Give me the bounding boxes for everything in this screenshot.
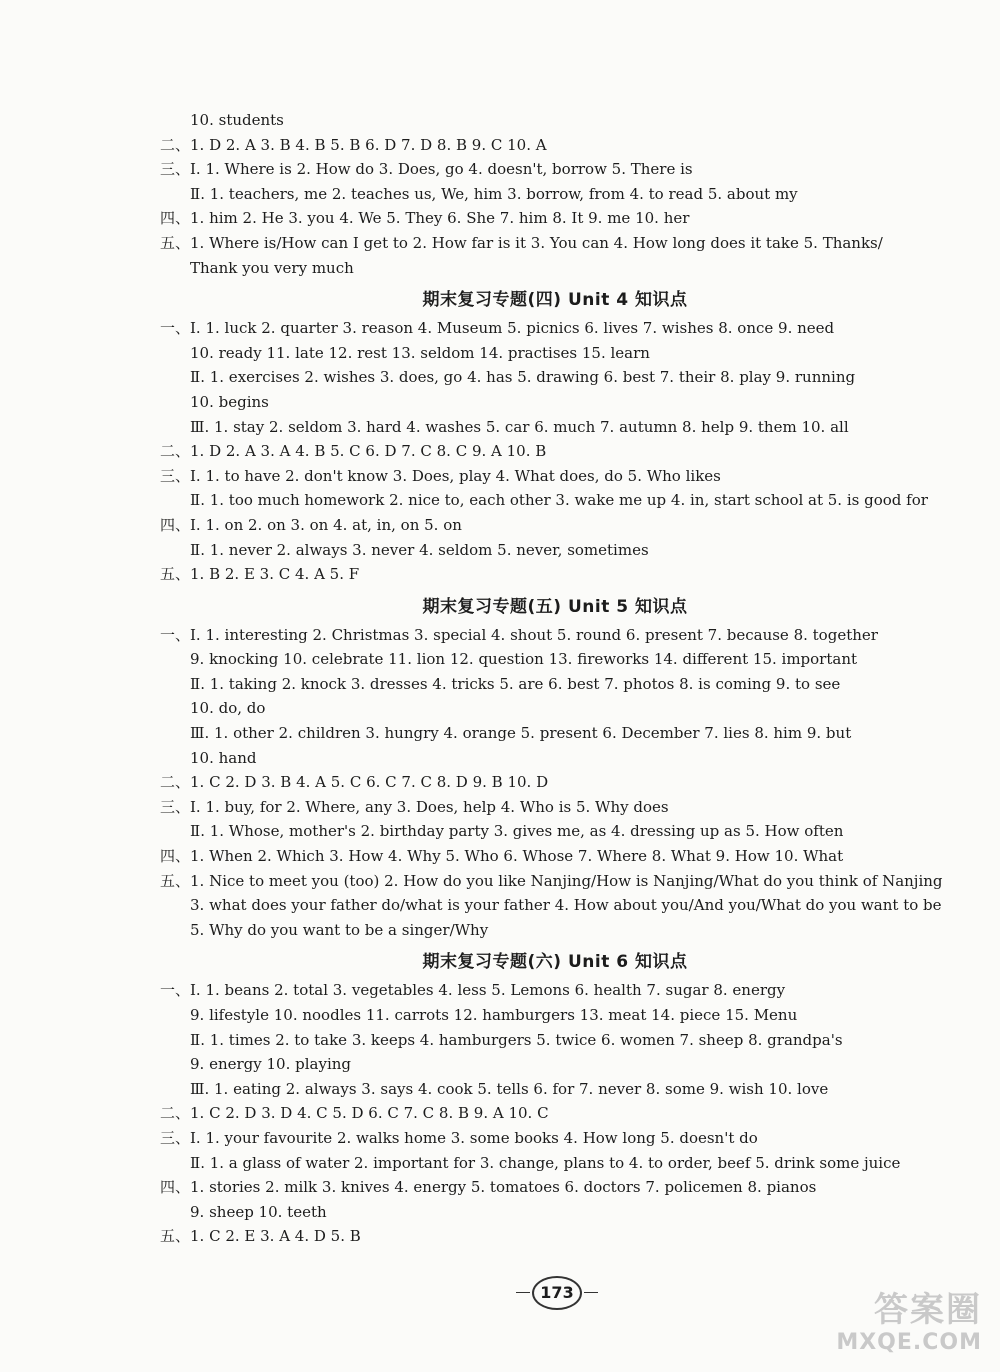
section-title: 期末复习专题(六) Unit 6 知识点 (422, 952, 688, 973)
answer-line: 二、1. D 2. A 3. A 4. B 5. C 6. D 7. C 8. C 9. A 10. B (160, 442, 547, 461)
section-title: 期末复习专题(四) Unit 4 知识点 (422, 290, 688, 311)
answer-line: 一、Ⅰ. 1. beans 2. total 3. vegetables 4. less 5. Lemons 6. health 7. sugar 8. energy (160, 981, 786, 1000)
answer-line: 一、Ⅰ. 1. luck 2. quarter 3. reason 4. Museum 5. picnics 6. lives 7. wishes 8. once 9. need (160, 319, 835, 338)
answer-line: 10. do, do (190, 699, 266, 718)
answer-line: 9. knocking 10. celebrate 11. lion 12. question 13. fireworks 14. different 15. important (190, 650, 858, 669)
answer-line: 9. energy 10. playing (190, 1055, 352, 1074)
answer-line: Ⅱ. 1. times 2. to take 3. keeps 4. hamburgers 5. twice 6. women 7. sheep 8. grandpa's (190, 1030, 843, 1049)
answer-line: 10. ready 11. late 12. rest 13. seldom 14. practises 15. learn (190, 343, 650, 362)
watermark-logo-text: 答案圈 (874, 1290, 982, 1330)
answer-line: Ⅲ. 1. stay 2. seldom 3. hard 4. washes 5. car 6. much 7. autumn 8. help 9. them 10. all (190, 417, 849, 436)
answer-line: 四、1. When 2. Which 3. How 4. Why 5. Who 6. Whose 7. Where 8. What 9. How 10. What (160, 847, 844, 866)
answer-line: 三、Ⅰ. 1. to have 2. don't know 3. Does, play 4. What does, do 5. Who likes (160, 466, 721, 485)
answer-line: Ⅲ. 1. eating 2. always 3. says 4. cook 5. tells 6. for 7. never 8. some 9. wish 10. love (190, 1079, 829, 1098)
answer-line: 9. sheep 10. teeth (190, 1202, 327, 1221)
answer-line: Thank you very much (190, 258, 354, 277)
answer-line: 一、Ⅰ. 1. interesting 2. Christmas 3. special 4. shout 5. round 6. present 7. because 8. together (160, 625, 878, 644)
answer-key-page (160, 108, 950, 1249)
answer-line: 三、Ⅰ. 1. buy, for 2. Where, any 3. Does, help 4. Who is 5. Why does (160, 797, 669, 816)
watermark (832, 1290, 982, 1360)
answer-line: Ⅱ. 1. exercises 2. wishes 3. does, go 4. has 5. drawing 6. best 7. their 8. play 9. running (190, 368, 856, 387)
answer-line: 10. hand (190, 748, 257, 767)
answer-line: 四、1. stories 2. milk 3. knives 4. energy 5. tomatoes 6. doctors 7. policemen 8. pianos (160, 1178, 817, 1197)
answer-line: Ⅲ. 1. other 2. children 3. hungry 4. orange 5. present 6. December 7. lies 8. him 9. but (190, 724, 852, 743)
answer-line: 五、1. Nice to meet you (too) 2. How do you like Nanjing/How is Nanjing/What do you think of Nanjing (160, 871, 943, 890)
answer-line: 二、1. C 2. D 3. D 4. C 5. D 6. C 7. C 8. B 9. A 10. C (160, 1104, 549, 1123)
watermark-url: MXQE.COM (836, 1330, 982, 1355)
answer-line: 五、1. Where is/How can I get to 2. How far is it 3. You can 4. How long does it take 5. Thanks/ (160, 233, 883, 252)
answer-line: 10. begins (190, 392, 269, 411)
answer-line: 二、1. D 2. A 3. B 4. B 5. B 6. D 7. D 8. B 9. C 10. A (160, 135, 547, 154)
section-title: 期末复习专题(五) Unit 5 知识点 (422, 596, 688, 617)
answer-line: Ⅱ. 1. never 2. always 3. never 4. seldom 5. never, sometimes (190, 540, 649, 559)
page-number: 173 (532, 1276, 582, 1310)
answer-line: 二、1. C 2. D 3. B 4. A 5. C 6. C 7. C 8. D 9. B 10. D (160, 773, 549, 792)
answer-line: 9. lifestyle 10. noodles 11. carrots 12. hamburgers 13. meat 14. piece 15. Menu (190, 1006, 798, 1024)
answer-line: Ⅱ. 1. Whose, mother's 2. birthday party 3. gives me, as 4. dressing up as 5. How often (190, 822, 844, 841)
answer-line: 四、1. him 2. He 3. you 4. We 5. They 6. She 7. him 8. It 9. me 10. her (160, 209, 690, 228)
answer-line: Ⅱ. 1. teachers, me 2. teaches us, We, him 3. borrow, from 4. to read 5. about my (190, 184, 798, 203)
answer-line: 3. what does your father do/what is your father 4. How about you/And you/What do you want to be (190, 896, 942, 915)
answer-line: 五、1. C 2. E 3. A 4. D 5. B (160, 1227, 361, 1246)
answer-line: 五、1. B 2. E 3. C 4. A 5. F (160, 565, 360, 584)
answer-line: 三、Ⅰ. 1. your favourite 2. walks home 3. some books 4. How long 5. doesn't do (160, 1128, 758, 1147)
answer-line: Ⅱ. 1. a glass of water 2. important for 3. change, plans to 4. to order, beef 5. drink some juice (190, 1153, 901, 1172)
answer-line: 三、Ⅰ. 1. Where is 2. How do 3. Does, go 4. doesn't, borrow 5. There is (160, 160, 693, 179)
answer-line: 5. Why do you want to be a singer/Why (190, 920, 489, 939)
answer-line: Ⅱ. 1. taking 2. knock 3. dresses 4. tricks 5. are 6. best 7. photos 8. is coming 9. to see (190, 674, 841, 693)
answer-line: 四、Ⅰ. 1. on 2. on 3. on 4. at, in, on 5. on (160, 515, 462, 534)
answer-line: 10. students (190, 111, 284, 129)
answer-line: Ⅱ. 1. too much homework 2. nice to, each other 3. wake me up 4. in, start school at 5. is good for (190, 491, 928, 510)
